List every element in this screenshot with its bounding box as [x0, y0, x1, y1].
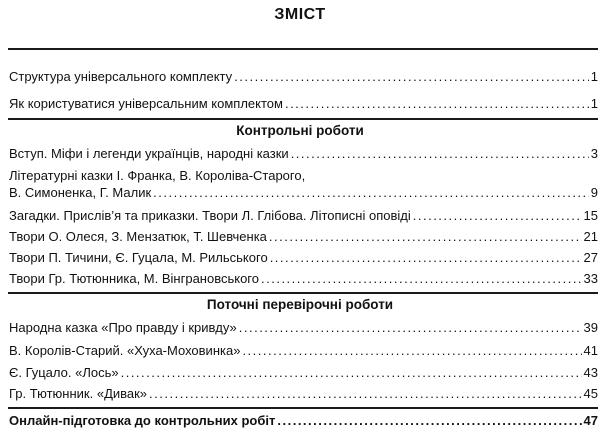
divider-top [8, 48, 598, 50]
toc-leader-dots [277, 413, 581, 429]
toc-page-number: 3 [590, 146, 598, 161]
toc-leader-dots [239, 320, 582, 336]
toc-entry-text: В. Симоненка, Г. Малик [9, 185, 152, 200]
toc-entry-text: Вступ. Міфи і легенди українців, народні казки [9, 146, 289, 161]
toc-entry-text: Твори О. Олеся, З. Мензатюк, Т. Шевченка [9, 229, 267, 244]
toc-page-number: 1 [590, 69, 598, 84]
toc-entry-online [9, 413, 598, 429]
toc-page-number: 9 [590, 185, 598, 200]
toc-leader-dots [153, 185, 589, 201]
toc-entry-text: Структура універсального комплекту [9, 69, 233, 84]
toc-entry [9, 146, 598, 162]
toc-entry-text: Онлайн-підготовка до контрольних робіт [9, 413, 276, 428]
toc-entry [9, 320, 598, 336]
toc-entry [9, 185, 598, 201]
toc-entry [9, 343, 598, 359]
toc-page-number: 15 [583, 208, 598, 223]
toc-leader-dots [149, 386, 581, 402]
toc-leader-dots [121, 365, 582, 381]
toc-leader-dots [270, 250, 582, 266]
toc-entry-structure [9, 69, 598, 85]
toc-entry [9, 365, 598, 381]
divider-check [8, 292, 598, 294]
toc-page-number: 39 [583, 320, 598, 335]
toc-leader-dots [234, 69, 589, 85]
toc-entry-text: В. Королів-Старий. «Хуха-Моховинка» [9, 343, 241, 358]
toc-page-number: 1 [590, 96, 598, 111]
toc-leader-dots [242, 343, 581, 359]
toc-entry-text: Є. Гуцало. «Лось» [9, 365, 119, 380]
toc-entry [9, 250, 598, 266]
toc-entry [9, 386, 598, 402]
section-heading-control: Контрольні роботи [236, 123, 364, 138]
toc-leader-dots [291, 146, 589, 162]
toc-leader-dots [413, 208, 582, 224]
divider-final [8, 407, 598, 409]
toc-leader-dots [285, 96, 589, 112]
toc-entry [9, 271, 598, 287]
toc-entry-text: Народна казка «Про правду і кривду» [9, 320, 237, 335]
toc-entry-text: Гр. Тютюнник. «Дивак» [9, 386, 148, 401]
toc-page-number: 45 [583, 386, 598, 401]
toc-page-number: 47 [583, 413, 598, 428]
toc-page-number: 41 [583, 343, 598, 358]
section-heading-check: Поточні перевірочні роботи [206, 297, 394, 312]
toc-entry-text: Твори П. Тичини, Є. Гуцала, М. Рильського [9, 250, 268, 265]
toc-page-number: 21 [583, 229, 598, 244]
toc-page-number: 33 [583, 271, 598, 286]
toc-leader-dots [261, 271, 582, 287]
toc-leader-dots [269, 229, 582, 245]
page-title: ЗМІСТ [274, 6, 326, 23]
toc-entry-text: Загадки. Прислів’я та приказки. Твори Л. Глібова. Літописні оповіді [9, 208, 411, 223]
toc-page-number: 43 [583, 365, 598, 380]
divider-control [8, 118, 598, 120]
toc-entry-text: Твори Гр. Тютюнника, М. Вінграновського [9, 271, 259, 286]
toc-entry-usage [9, 96, 598, 112]
toc-entry [9, 229, 598, 245]
toc-entry-text: Як користуватися універсальним комплектом [9, 96, 283, 111]
toc-entry-text-line1: Літературні казки І. Франка, В. Короліва-Старого, [9, 168, 306, 183]
toc-entry [9, 208, 598, 224]
toc-page-number: 27 [583, 250, 598, 265]
